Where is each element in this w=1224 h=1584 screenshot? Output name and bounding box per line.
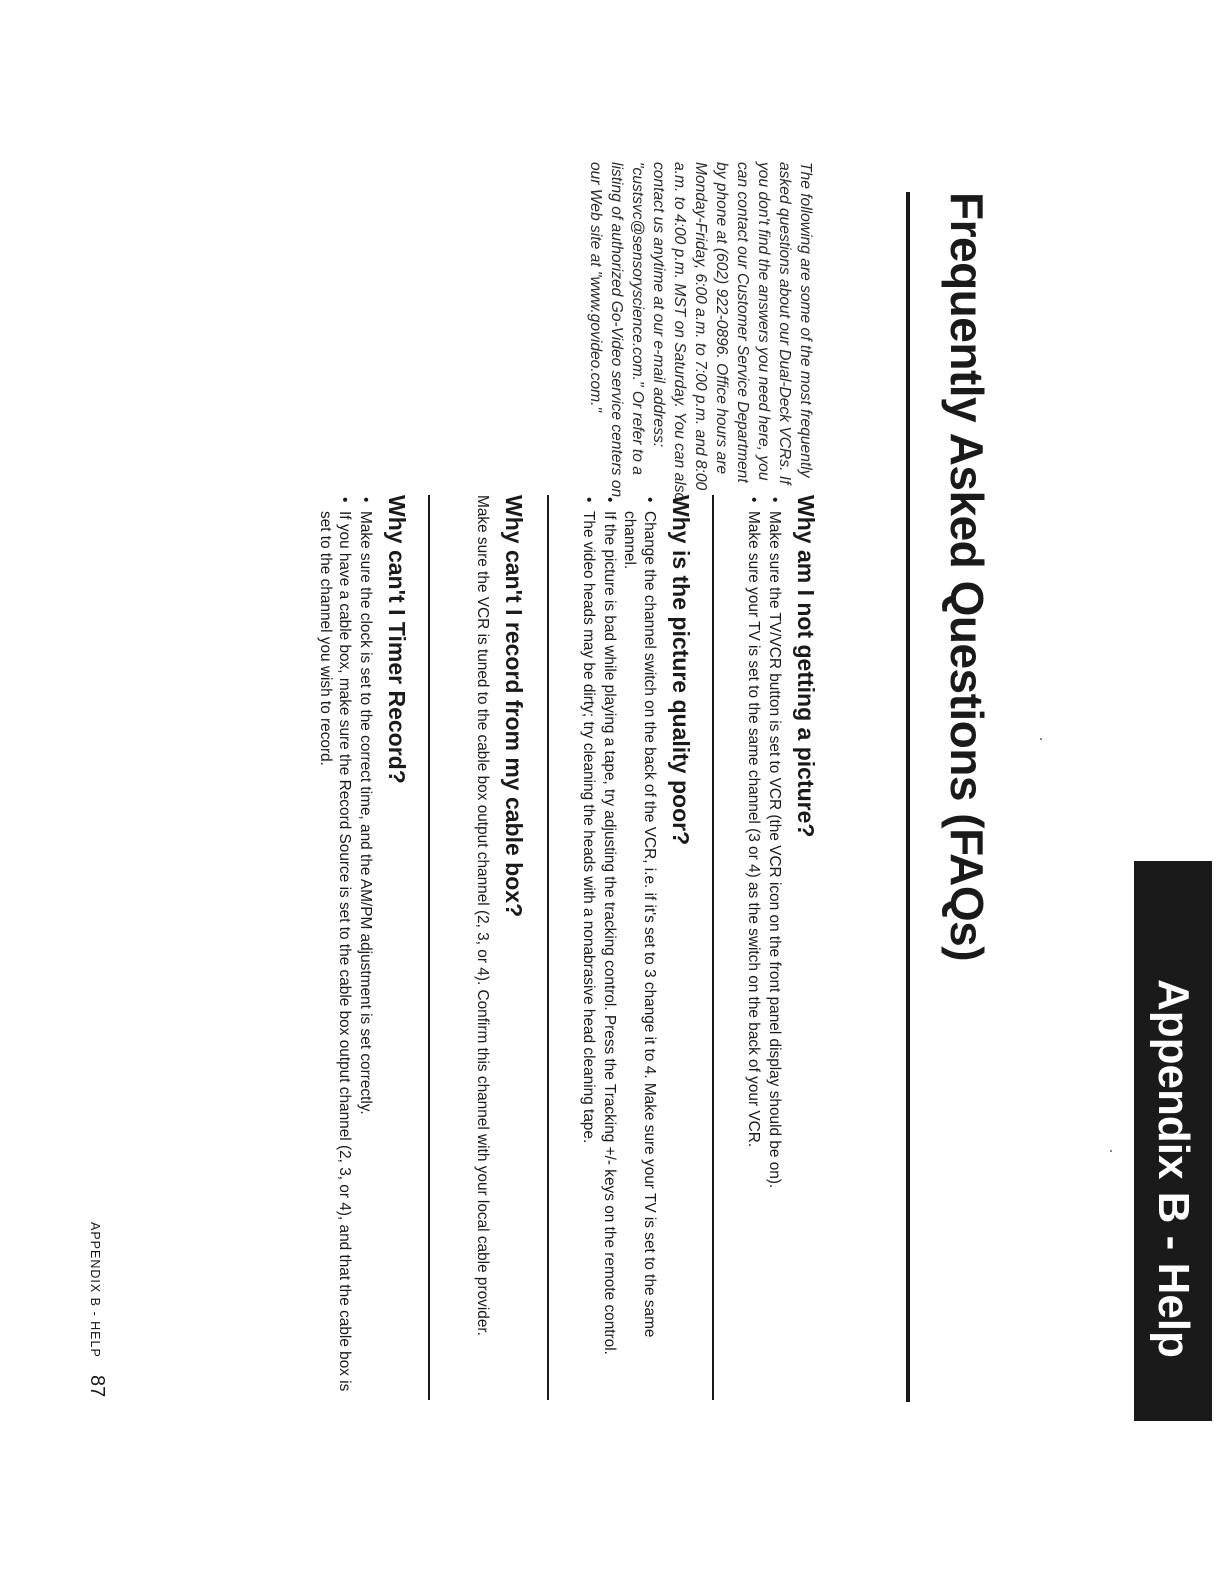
faq-bullet: • If you have a cable box, make sure the Record Source is set to the cable box output channel (2, 3, or 4), and that the cable box is set to the channel you wish to record. xyxy=(316,495,355,1395)
faq-bullet: • Change the channel switch on the back of the VCR, i.e. if it's set to 3 change it to 4. Make sure your TV is set to the same channel. xyxy=(620,495,659,1395)
faq-question: Why can't I Timer Record? xyxy=(384,495,410,784)
faq-bullet: • Make sure your TV is set to the same channel (3 or 4) as the switch on the back of your VCR. xyxy=(744,495,764,1395)
faq-question: Why can't I record from my cable box? xyxy=(501,495,527,918)
faq-answer-list xyxy=(316,495,376,1395)
faq-bullet: • Make sure the TV/VCR button is set to VCR (the VCR icon on the front panel display should be on). xyxy=(765,495,785,1395)
faq-bullet: • Make sure the clock is set to the correct time, and the AM/PM adjustment is set correctly. xyxy=(356,495,376,1395)
faq-bullet: • The video heads may be dirty; try cleaning the heads with a nonabrasive head cleaning tape. xyxy=(579,495,599,1395)
faq-answer-list xyxy=(744,495,784,1395)
faq-item xyxy=(743,495,819,1395)
faq-answer: Make sure the VCR is tuned to the cable box output channel (2, 3, or 4). Confirm this channel with your local cable provider. xyxy=(474,495,491,1336)
page-number: 87 xyxy=(86,1375,108,1398)
intro-text: The following are some of the most frequently asked questions about our Dual-Deck VCRs. If you don't find the answers you need here, you can contact our Customer Service Department by phone at (602) 922-0896. Office hours are Monday-Friday, 6:00 a.m. to 7:00 p.m. and 8:00 a.m. to 4:00 p.m. MST on Saturday. You can also contact us anytime at our e-mail address: "custsvc@sensoryscience.com." Or refer to a listing of authorized Go-Video service centers on our Web site at "www.govideo.com." xyxy=(587,162,814,502)
page-title: Frequently Asked Questions (FAQs) xyxy=(941,192,993,962)
appendix-title-banner xyxy=(1134,861,1212,1421)
faq-item xyxy=(578,495,694,1395)
faq-question: Why am I not getting a picture? xyxy=(793,495,819,838)
footer-section-label: APPENDIX B - HELP xyxy=(88,1222,102,1358)
scan-speck xyxy=(1110,1150,1112,1152)
scan-speck xyxy=(1040,738,1042,740)
faq-answer-list xyxy=(579,495,659,1395)
section-banner-label: Appendix B - Help xyxy=(1149,979,1198,1358)
faq-item xyxy=(473,495,528,1395)
faq-question: Why is the picture quality poor? xyxy=(668,495,694,846)
faq-bullet: • If the picture is bad while playing a tape, try adjusting the tracking control. Press the Tracking +/- keys on the remote control. xyxy=(600,495,620,1395)
title-rule xyxy=(906,192,910,1402)
faq-divider xyxy=(428,495,430,1400)
faq-item xyxy=(315,495,411,1395)
faq-divider xyxy=(712,495,714,1400)
faq-divider xyxy=(547,495,549,1400)
